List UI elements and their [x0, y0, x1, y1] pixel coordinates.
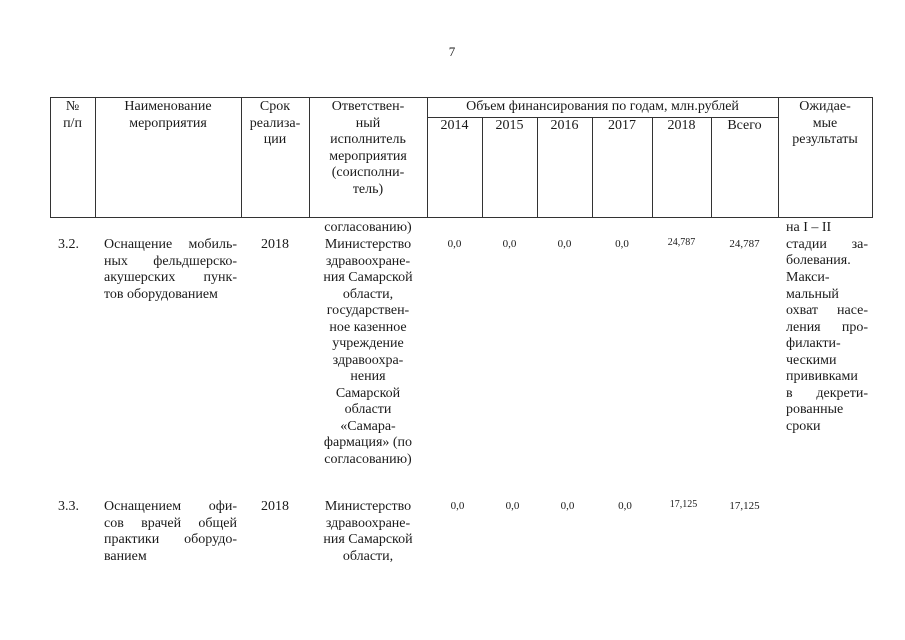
executor-line: здравоохра- — [332, 352, 404, 368]
results-line: ческими — [786, 352, 837, 368]
header-text: Наименование — [124, 99, 212, 114]
value-2018: 24,787 — [667, 237, 696, 248]
header-year: 2018 — [667, 118, 696, 133]
executor-line: Самарской — [335, 385, 401, 401]
value-2015: 0,0 — [505, 500, 520, 512]
executor-line: здравоохране- — [325, 515, 411, 531]
value-total: 17,125 — [729, 500, 760, 512]
results-line: охват насе- — [786, 303, 868, 318]
executor-line: «Самара- — [340, 418, 396, 434]
results-line: в декрети- — [786, 385, 868, 401]
col-divider — [872, 97, 873, 217]
results-line: сроки — [786, 418, 821, 434]
executor-line: государствен- — [326, 303, 410, 318]
name-line: ных фельдшерско- — [104, 253, 237, 269]
results-line: рованные — [786, 402, 844, 417]
header-text: Срок — [259, 99, 291, 114]
header-text: п/п — [63, 115, 82, 131]
table-top-border — [50, 97, 873, 98]
results-line: ления про- — [786, 319, 868, 335]
header-text: (соисполни- — [331, 165, 405, 180]
header-funding: Объем финансирования по годам, млн.рублей — [466, 99, 739, 114]
results-line: мальный — [786, 286, 839, 302]
header-text: тель) — [352, 181, 384, 197]
executor-line: нения — [350, 369, 386, 384]
value-2018: 17,125 — [669, 499, 698, 510]
header-text: результаты — [792, 132, 858, 147]
row-results — [786, 270, 868, 435]
carryover-results — [786, 220, 868, 270]
executor-line: здравоохране- — [325, 253, 411, 269]
value-2016: 0,0 — [560, 500, 575, 512]
header-text: ный — [355, 115, 381, 131]
name-line: сов врачей общей — [104, 515, 237, 531]
header-year-total: Всего — [727, 118, 762, 133]
name-line: ванием — [104, 548, 147, 564]
name-line: тов оборудованием — [104, 286, 218, 302]
name-line: практики оборудо- — [104, 532, 237, 547]
header-executor — [309, 99, 427, 198]
page-number: 7 — [448, 44, 456, 59]
executor-line: ния Самарской — [323, 532, 413, 547]
executor-line: ния Самарской — [323, 270, 413, 285]
value-2017: 0,0 — [618, 500, 632, 512]
results-line: на I – II — [786, 220, 832, 235]
executor-line: согласованию) — [324, 451, 412, 467]
row-term: 2018 — [261, 237, 289, 252]
header-text: № — [65, 99, 80, 114]
value-2014: 0,0 — [447, 238, 462, 250]
header-text: Ответствен- — [331, 99, 405, 114]
name-line: Оснащением офи- — [104, 499, 237, 514]
header-text: Ожидае- — [799, 99, 851, 114]
carryover-executor: согласованию) — [324, 220, 412, 235]
header-year: 2017 — [608, 118, 636, 133]
results-line: прививками — [786, 369, 858, 384]
value-2015: 0,0 — [502, 238, 517, 250]
row-name — [104, 237, 237, 303]
name-line: акушерских пунк- — [104, 270, 237, 285]
results-line: Макси- — [786, 270, 830, 285]
value-2017: 0,0 — [615, 238, 629, 250]
executor-line: фармация» (по — [323, 435, 413, 450]
results-line: стадии за- — [786, 236, 868, 252]
executor-line: области, — [342, 286, 394, 302]
header-year: 2016 — [550, 118, 579, 133]
header-text: мероприятия — [329, 148, 407, 164]
value-2016: 0,0 — [557, 238, 572, 250]
row-executor — [309, 499, 427, 565]
executor-line: Министерство — [324, 237, 412, 252]
row-executor — [309, 237, 427, 468]
header-results — [778, 99, 872, 149]
executor-line: Министерство — [324, 499, 412, 514]
row-num: 3.2. — [58, 237, 79, 252]
executor-line: области, — [342, 548, 394, 564]
header-num — [50, 99, 95, 132]
table-header-bottom-border — [50, 217, 873, 218]
header-text: мые — [812, 115, 838, 131]
value-2014: 0,0 — [450, 500, 465, 512]
executor-line: области — [344, 402, 392, 417]
header-year: 2014 — [440, 118, 469, 133]
results-line: болевания. — [786, 253, 851, 268]
executor-line: ное казенное — [329, 319, 407, 335]
header-name — [95, 99, 241, 132]
header-text: ции — [263, 132, 287, 147]
value-total: 24,787 — [729, 238, 760, 250]
header-text: мероприятия — [129, 115, 207, 131]
name-line: Оснащение мобиль- — [104, 237, 237, 252]
header-year: 2015 — [495, 118, 524, 133]
row-name — [104, 499, 237, 565]
executor-line: учреждение — [332, 336, 404, 351]
header-text: исполнитель — [330, 132, 406, 147]
row-term: 2018 — [261, 499, 289, 514]
row-num: 3.3. — [58, 499, 79, 514]
header-term — [241, 99, 309, 149]
results-line: филакти- — [786, 336, 841, 351]
header-text: реализа- — [249, 115, 301, 131]
